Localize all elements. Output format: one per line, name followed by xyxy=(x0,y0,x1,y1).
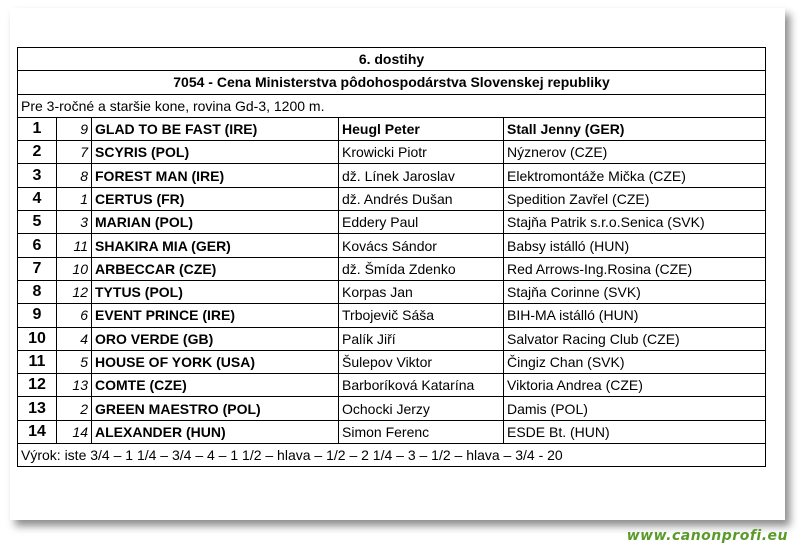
horse-name-cell: ARBECCAR (CZE) xyxy=(92,257,339,280)
horse-name-cell: SHAKIRA MIA (GER) xyxy=(92,234,339,257)
position-cell: 2 xyxy=(18,141,57,164)
horse-name-cell: GREEN MAESTRO (POL) xyxy=(92,397,339,420)
table-row xyxy=(18,397,766,420)
jockey-cell: Eddery Paul xyxy=(339,211,504,234)
start-number-cell: 2 xyxy=(57,397,92,420)
horse-name-cell: EVENT PRINCE (IRE) xyxy=(92,304,339,327)
table-row xyxy=(18,304,766,327)
table-row xyxy=(18,117,766,140)
result-margins: Výrok: iste 3/4 – 1 1/4 – 3/4 – 4 – 1 1/2 – hlava – 1/2 – 2 1/4 – 3 – 1/2 – hlava – 3/4 - 20 xyxy=(18,444,766,467)
start-number-cell: 1 xyxy=(57,187,92,210)
race-title: 6. dostihy xyxy=(18,48,766,71)
start-number-cell: 12 xyxy=(57,280,92,303)
jockey-cell: Šulepov Viktor xyxy=(339,350,504,373)
table-row xyxy=(18,164,766,187)
position-cell: 4 xyxy=(18,187,57,210)
position-cell: 14 xyxy=(18,420,57,443)
jockey-cell: dž. Línek Jaroslav xyxy=(339,164,504,187)
table-row xyxy=(18,280,766,303)
owner-cell: Stajňa Corinne (SVK) xyxy=(504,280,766,303)
horse-name-cell: CERTUS (FR) xyxy=(92,187,339,210)
position-cell: 10 xyxy=(18,327,57,350)
start-number-cell: 14 xyxy=(57,420,92,443)
results-table xyxy=(17,47,766,467)
owner-cell: Čingiz Chan (SVK) xyxy=(504,350,766,373)
position-cell: 1 xyxy=(18,117,57,140)
horse-name-cell: HOUSE OF YORK (USA) xyxy=(92,350,339,373)
jockey-cell: Heugl Peter xyxy=(339,117,504,140)
start-number-cell: 13 xyxy=(57,374,92,397)
results-table-body xyxy=(18,48,766,467)
table-row xyxy=(18,420,766,443)
jockey-cell: Krowicki Piotr xyxy=(339,141,504,164)
horse-name-cell: SCYRIS (POL) xyxy=(92,141,339,164)
owner-cell: Stall Jenny (GER) xyxy=(504,117,766,140)
race-conditions-row xyxy=(18,94,766,117)
watermark: www.canonprofi.eu xyxy=(626,528,788,544)
horse-name-cell: TYTUS (POL) xyxy=(92,280,339,303)
position-cell: 5 xyxy=(18,211,57,234)
table-row xyxy=(18,350,766,373)
position-cell: 8 xyxy=(18,280,57,303)
owner-cell: Spedition Zavřel (CZE) xyxy=(504,187,766,210)
jockey-cell: Trbojevič Sáša xyxy=(339,304,504,327)
owner-cell: Salvator Racing Club (CZE) xyxy=(504,327,766,350)
horse-name-cell: MARIAN (POL) xyxy=(92,211,339,234)
position-cell: 11 xyxy=(18,350,57,373)
owner-cell: Elektromontáže Mička (CZE) xyxy=(504,164,766,187)
position-cell: 13 xyxy=(18,397,57,420)
position-cell: 3 xyxy=(18,164,57,187)
start-number-cell: 11 xyxy=(57,234,92,257)
table-row xyxy=(18,327,766,350)
horse-name-cell: ORO VERDE (GB) xyxy=(92,327,339,350)
jockey-cell: Kovács Sándor xyxy=(339,234,504,257)
horse-name-cell: COMTE (CZE) xyxy=(92,374,339,397)
owner-cell: Red Arrows-Ing.Rosina (CZE) xyxy=(504,257,766,280)
position-cell: 12 xyxy=(18,374,57,397)
table-row xyxy=(18,234,766,257)
jockey-cell: Korpas Jan xyxy=(339,280,504,303)
owner-cell: Stajňa Patrik s.r.o.Senica (SVK) xyxy=(504,211,766,234)
start-number-cell: 5 xyxy=(57,350,92,373)
jockey-cell: Palík Jiří xyxy=(339,327,504,350)
position-cell: 9 xyxy=(18,304,57,327)
race-name-row xyxy=(18,71,766,94)
start-number-cell: 6 xyxy=(57,304,92,327)
start-number-cell: 9 xyxy=(57,117,92,140)
horse-name-cell: GLAD TO BE FAST (IRE) xyxy=(92,117,339,140)
table-row xyxy=(18,141,766,164)
owner-cell: Damis (POL) xyxy=(504,397,766,420)
start-number-cell: 10 xyxy=(57,257,92,280)
owner-cell: BIH-MA istálló (HUN) xyxy=(504,304,766,327)
race-name: 7054 - Cena Ministerstva pôdohospodárstva Slovenskej republiky xyxy=(18,71,766,94)
race-conditions: Pre 3-ročné a staršie kone, rovina Gd-3, 1200 m. xyxy=(18,94,766,117)
start-number-cell: 4 xyxy=(57,327,92,350)
table-row xyxy=(18,374,766,397)
position-cell: 7 xyxy=(18,257,57,280)
owner-cell: ESDE Bt. (HUN) xyxy=(504,420,766,443)
start-number-cell: 7 xyxy=(57,141,92,164)
table-row xyxy=(18,211,766,234)
table-row xyxy=(18,257,766,280)
owner-cell: Nýznerov (CZE) xyxy=(504,141,766,164)
position-cell: 6 xyxy=(18,234,57,257)
start-number-cell: 8 xyxy=(57,164,92,187)
jockey-cell: dž. Šmída Zdenko xyxy=(339,257,504,280)
owner-cell: Babsy istálló (HUN) xyxy=(504,234,766,257)
jockey-cell: dž. Andrés Dušan xyxy=(339,187,504,210)
horse-name-cell: FOREST MAN (IRE) xyxy=(92,164,339,187)
jockey-cell: Ochocki Jerzy xyxy=(339,397,504,420)
jockey-cell: Simon Ferenc xyxy=(339,420,504,443)
race-title-row xyxy=(18,48,766,71)
owner-cell: Viktoria Andrea (CZE) xyxy=(504,374,766,397)
start-number-cell: 3 xyxy=(57,211,92,234)
horse-name-cell: ALEXANDER (HUN) xyxy=(92,420,339,443)
table-row xyxy=(18,187,766,210)
jockey-cell: Barboríková Katarína xyxy=(339,374,504,397)
result-margins-row xyxy=(18,444,766,467)
